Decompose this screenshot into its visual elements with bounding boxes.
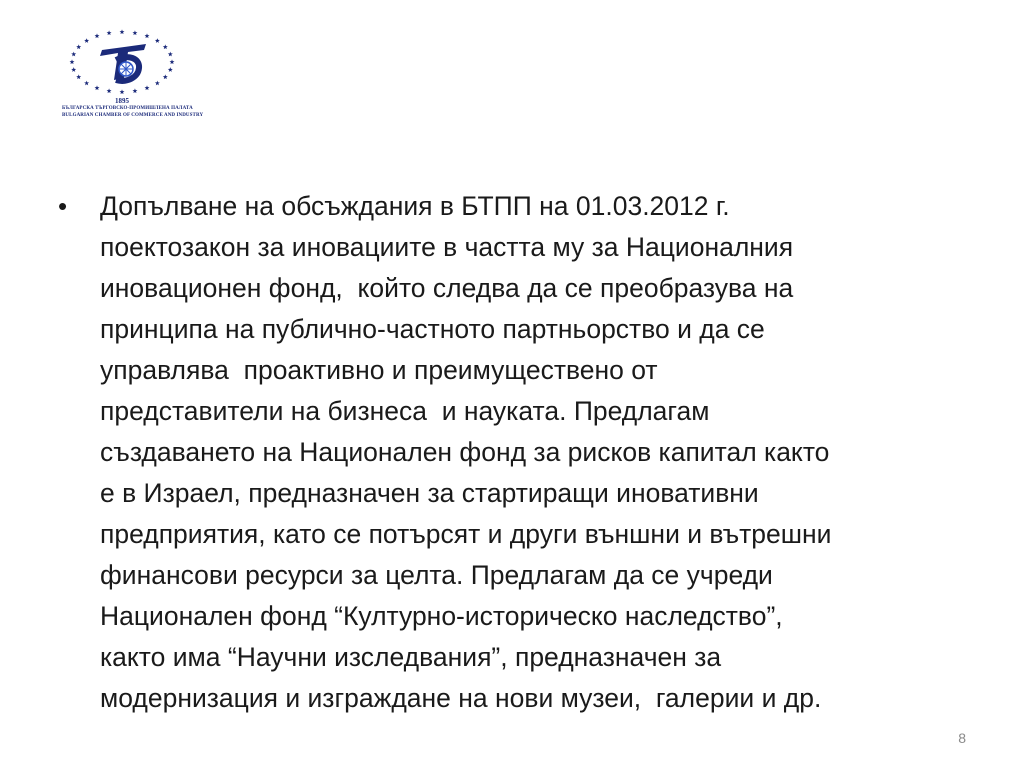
star-shape	[70, 59, 75, 64]
star-shape	[168, 67, 173, 72]
logo-name-bg: БЪЛГАРСКА ТЪРГОВСКО-ПРОМИШЛЕНА ПАЛАТА	[62, 106, 193, 111]
text-line: Национален фонд “Културно-историческо наследство”,	[100, 601, 783, 631]
star-shape	[145, 85, 150, 90]
bullet-item	[58, 186, 973, 719]
logo-year: 1895	[115, 97, 129, 105]
star-shape	[71, 67, 76, 72]
star-shape	[145, 33, 150, 38]
star-shape	[170, 59, 175, 64]
page-number: 8	[958, 730, 966, 746]
bullet-text	[100, 186, 973, 719]
text-line: управлява проактивно и преимуществено от	[100, 355, 658, 385]
text-line: създаването на Национален фонд за рисков капитал както	[100, 437, 830, 467]
text-line: иновационен фонд, който следва да се преобразува на	[100, 273, 794, 303]
text-line: финансови ресурси за целта. Предлагам да се учреди	[100, 560, 773, 590]
star-shape	[84, 81, 89, 86]
text-line: е в Израел, предназначен за стартиращи иновативни	[100, 478, 759, 508]
star-shape	[95, 33, 100, 38]
star-shape	[163, 44, 168, 49]
star-shape	[132, 30, 137, 35]
text-line: принципа на публично-частното партньорство и да се	[100, 314, 765, 344]
text-line: поектозакон за иновациите в частта му за Националния	[100, 232, 794, 262]
star-shape	[120, 89, 125, 94]
bcci-logo	[62, 28, 204, 124]
star-shape	[120, 29, 125, 34]
star-shape	[84, 38, 89, 43]
star-shape	[95, 85, 100, 90]
logo-monogram	[100, 44, 146, 81]
text-line: предприятия, като се потърсят и други външни и вътрешни	[100, 519, 832, 549]
text-line: Допълване на обсъждания в БТПП на 01.03.2012 г.	[100, 191, 730, 221]
logo-emblem	[62, 28, 182, 98]
star-shape	[132, 88, 137, 93]
star-shape	[163, 74, 168, 79]
star-shape	[155, 38, 160, 43]
logo-name-en: BULGARIAN CHAMBER OF COMMERCE AND INDUSTRY	[62, 113, 204, 118]
star-shape	[76, 44, 81, 49]
star-shape	[155, 81, 160, 86]
text-line: модернизация и изграждане на нови музеи, галерии и др.	[100, 683, 822, 713]
star-shape	[107, 30, 112, 35]
slide-body	[58, 186, 973, 719]
star-shape	[71, 52, 76, 57]
star-shape	[76, 74, 81, 79]
text-line: както има “Научни изследвания”, предназначен за	[100, 642, 722, 672]
bullet-icon: •	[58, 191, 68, 221]
text-line: представители на бизнеса и науката. Предлагам	[100, 396, 710, 426]
star-shape	[107, 88, 112, 93]
star-shape	[168, 52, 173, 57]
